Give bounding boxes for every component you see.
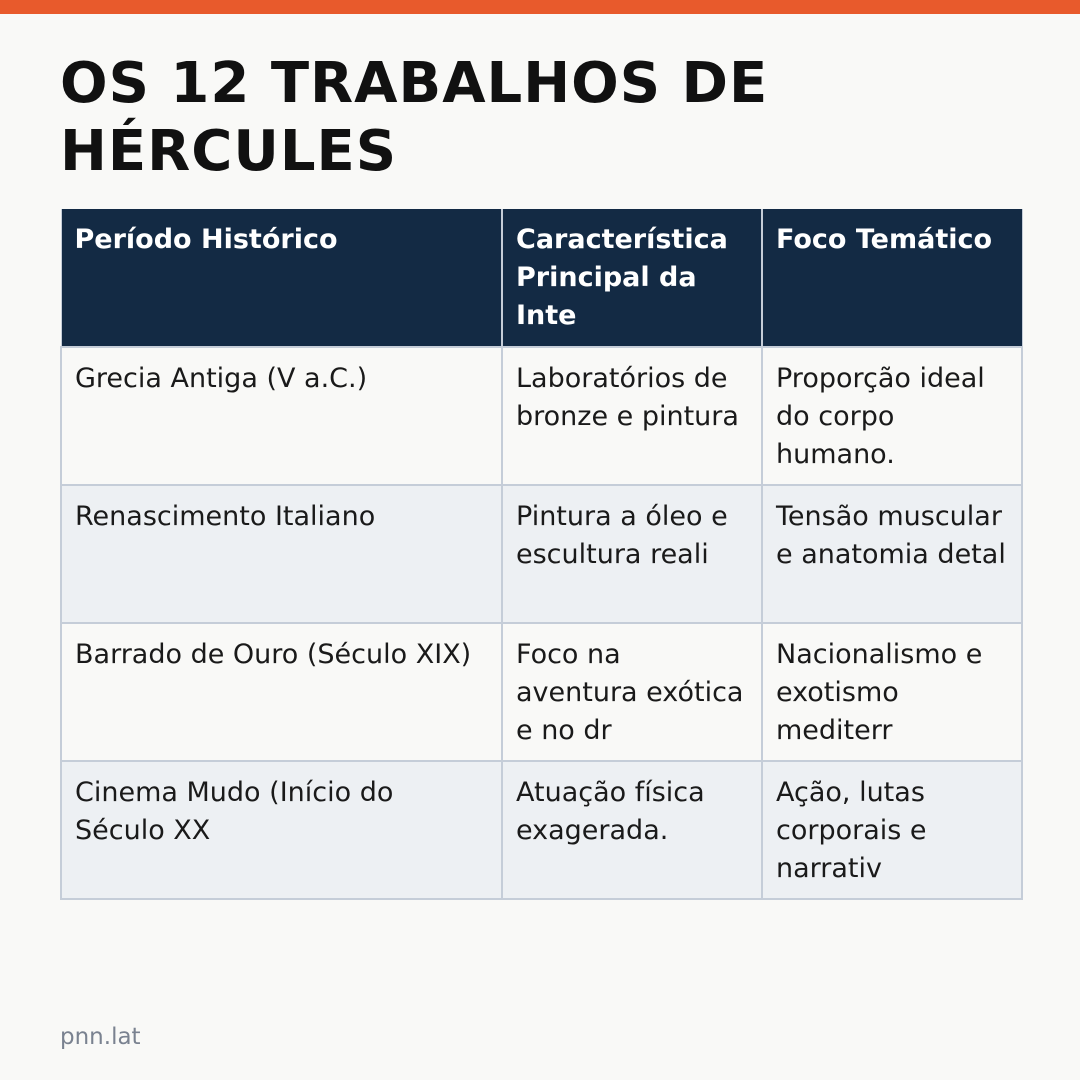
- table-cell: Laboratórios de bronze e pintura: [502, 347, 762, 485]
- table-cell: Foco na aventura exótica e no dr: [502, 623, 762, 761]
- table-cell: Nacionalismo e exotismo mediterr: [762, 623, 1022, 761]
- table-cell: Pintura a óleo e escultura reali: [502, 485, 762, 623]
- table-cell: Grecia Antiga (V a.C.): [61, 347, 502, 485]
- table-row: [61, 347, 1022, 485]
- table-cell: Barrado de Ouro (Século XIX): [61, 623, 502, 761]
- header-cell: Característica Principal da Inte: [502, 209, 762, 347]
- header-cell: Período Histórico: [61, 209, 502, 347]
- table-row: [61, 761, 1022, 899]
- header-cell: Foco Temático: [762, 209, 1022, 347]
- table-header-row: [61, 209, 1022, 347]
- table-cell: Tensão muscular e anatomia detal: [762, 485, 1022, 623]
- table-row: [61, 485, 1022, 623]
- table-cell: Cinema Mudo (Início do Século XX: [61, 761, 502, 899]
- table-cell: Proporção ideal do corpo humano.: [762, 347, 1022, 485]
- comparison-table: [60, 209, 1023, 900]
- table-row: [61, 623, 1022, 761]
- footer-site-name: pnn.lat: [60, 1024, 141, 1050]
- table-cell: Atuação física exagerada.: [502, 761, 762, 899]
- table-cell: Ação, lutas corporais e narrativ: [762, 761, 1022, 899]
- page-title: OS 12 TRABALHOS DE HÉRCULES: [60, 51, 769, 184]
- table-cell: Renascimento Italiano: [61, 485, 502, 623]
- top-accent-bar: [0, 0, 1080, 14]
